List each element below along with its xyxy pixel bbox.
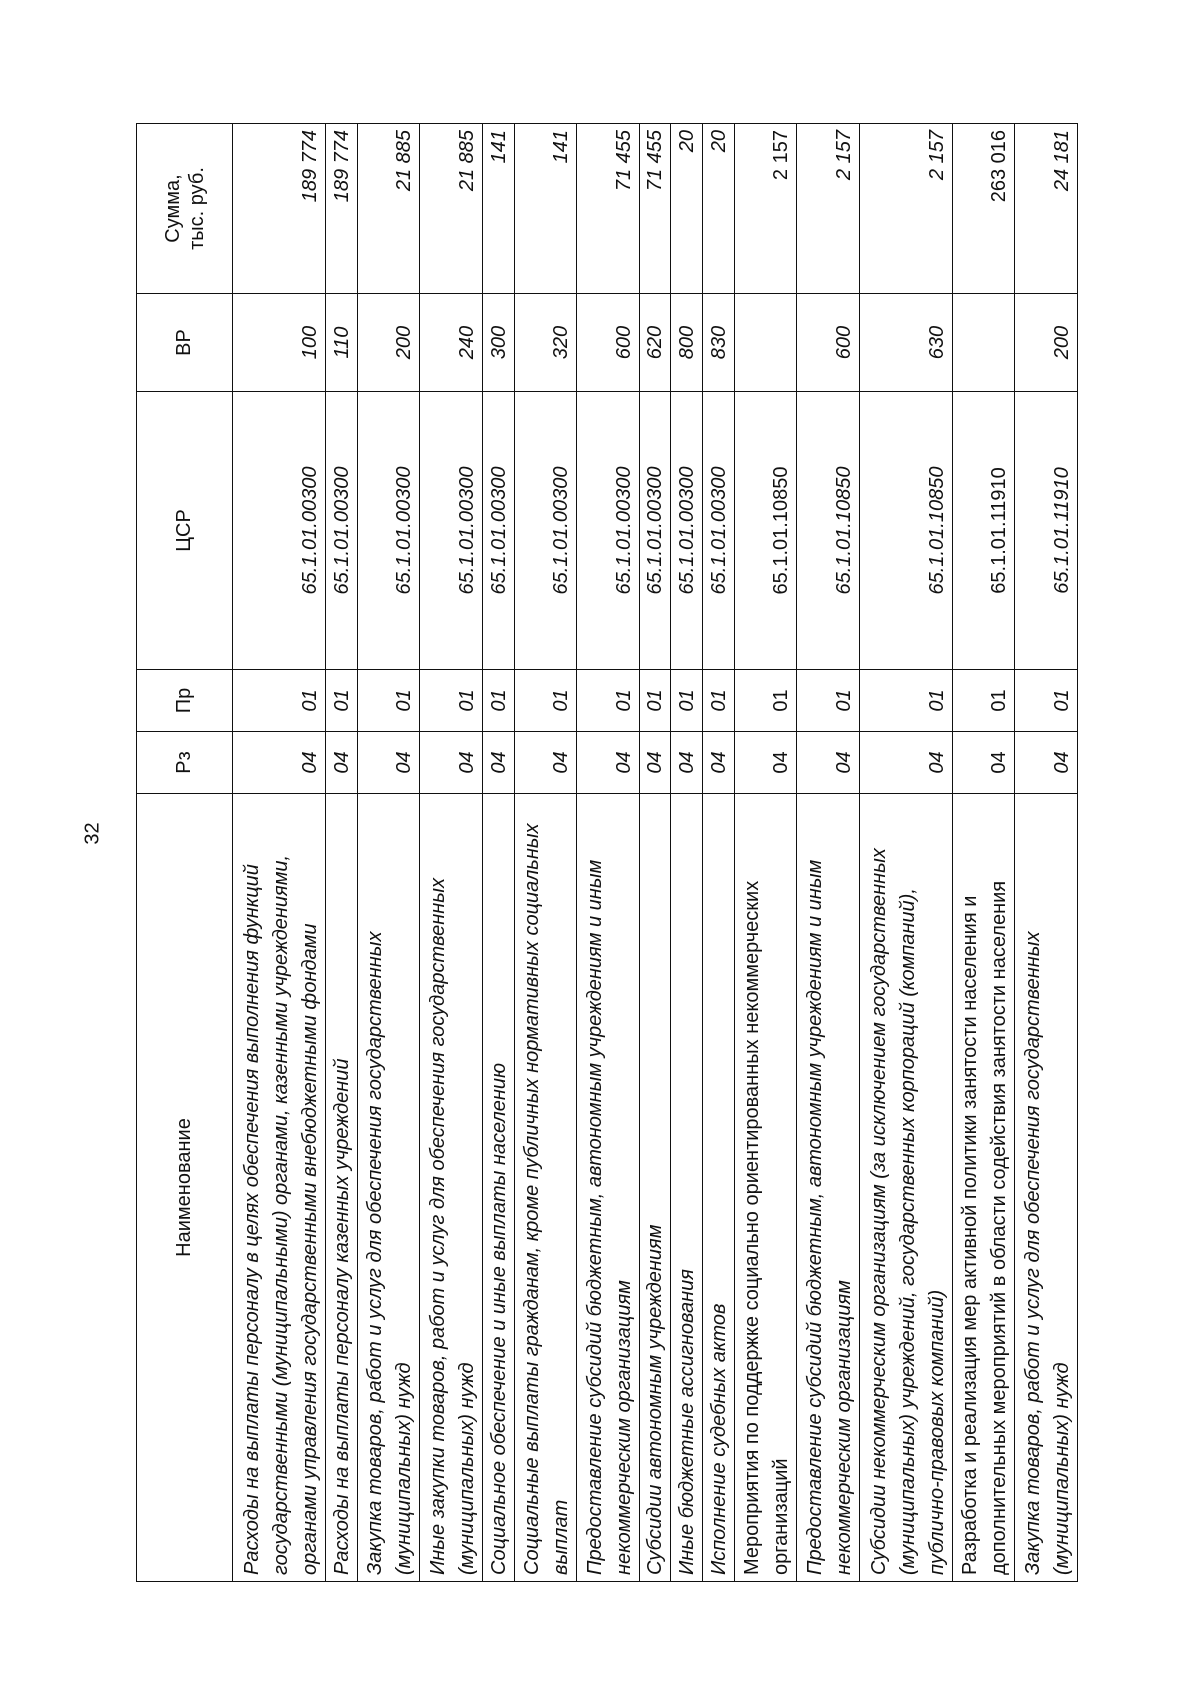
- cell-sum: 21 885: [420, 124, 482, 294]
- cell-rz: 04: [952, 732, 1014, 794]
- table-body: [233, 124, 1078, 1582]
- cell-pr: 01: [952, 670, 1014, 732]
- cell-csr: 65.1.01.00300: [233, 392, 326, 670]
- table-row: [734, 124, 796, 1582]
- cell-rz: 04: [703, 732, 735, 794]
- cell-rz: 04: [514, 732, 576, 794]
- table-row: [514, 124, 576, 1582]
- cell-name: Предоставление субсидий бюджетным, автономным учреждениям и иным некоммерческим организациям: [577, 794, 639, 1582]
- cell-vr: 600: [577, 294, 639, 392]
- cell-sum: 71 455: [639, 124, 671, 294]
- cell-name: Исполнение судебных актов: [703, 794, 735, 1582]
- cell-rz: 04: [577, 732, 639, 794]
- cell-csr: 65.1.01.10850: [797, 392, 859, 670]
- cell-sum: 141: [514, 124, 576, 294]
- cell-vr: 600: [797, 294, 859, 392]
- cell-sum: 2 157: [859, 124, 952, 294]
- cell-csr: 65.1.01.00300: [357, 392, 419, 670]
- cell-sum: 2 157: [797, 124, 859, 294]
- cell-name: Иные бюджетные ассигнования: [671, 794, 703, 1582]
- cell-rz: 04: [233, 732, 326, 794]
- table-row: [797, 124, 859, 1582]
- cell-rz: 04: [734, 732, 796, 794]
- table-header-row: [137, 124, 233, 1582]
- cell-csr: 65.1.01.00300: [482, 392, 514, 670]
- cell-csr: 65.1.01.10850: [859, 392, 952, 670]
- table-row: [233, 124, 326, 1582]
- cell-vr: 240: [420, 294, 482, 392]
- cell-sum: 24 181: [1015, 124, 1078, 294]
- budget-table: [136, 123, 1078, 1582]
- cell-pr: 01: [639, 670, 671, 732]
- cell-pr: 01: [233, 670, 326, 732]
- cell-vr: 110: [326, 294, 358, 392]
- cell-csr: 65.1.01.00300: [326, 392, 358, 670]
- cell-sum: 263 016: [952, 124, 1014, 294]
- table-row: [671, 124, 703, 1582]
- header-csr: ЦСР: [137, 392, 233, 670]
- cell-name: Субсидии автономным учреждениям: [639, 794, 671, 1582]
- cell-name: Предоставление субсидий бюджетным, автономным учреждениям и иным некоммерческим организациям: [797, 794, 859, 1582]
- cell-csr: 65.1.01.11910: [1015, 392, 1078, 670]
- cell-sum: 71 455: [577, 124, 639, 294]
- cell-rz: 04: [482, 732, 514, 794]
- cell-vr: [734, 294, 796, 392]
- cell-rz: 04: [420, 732, 482, 794]
- cell-vr: 620: [639, 294, 671, 392]
- cell-pr: 01: [420, 670, 482, 732]
- cell-vr: 100: [233, 294, 326, 392]
- table-row: [482, 124, 514, 1582]
- cell-vr: 630: [859, 294, 952, 392]
- cell-vr: 300: [482, 294, 514, 392]
- cell-vr: 800: [671, 294, 703, 392]
- cell-csr: 65.1.01.11910: [952, 392, 1014, 670]
- header-sum: [137, 124, 233, 294]
- cell-pr: 01: [734, 670, 796, 732]
- cell-vr: 830: [703, 294, 735, 392]
- header-pr: Пр: [137, 670, 233, 732]
- header-sum-line1: Сумма,: [161, 174, 184, 243]
- cell-csr: 65.1.01.00300: [671, 392, 703, 670]
- rotated-page-content: [136, 124, 1078, 1582]
- cell-pr: 01: [797, 670, 859, 732]
- cell-pr: 01: [482, 670, 514, 732]
- header-rz: Рз: [137, 732, 233, 794]
- cell-rz: 04: [1015, 732, 1078, 794]
- cell-csr: 65.1.01.00300: [577, 392, 639, 670]
- cell-rz: 04: [326, 732, 358, 794]
- cell-pr: 01: [577, 670, 639, 732]
- cell-name: Субсидии некоммерческим организациям (за исключением государственных (муниципальных) учреждений, государственных корпораций (компаний), публично-правовых компаний): [859, 794, 952, 1582]
- cell-vr: 200: [1015, 294, 1078, 392]
- cell-pr: 01: [326, 670, 358, 732]
- table-row: [859, 124, 952, 1582]
- header-name: Наименование: [137, 794, 233, 1582]
- page-number: 32: [81, 822, 104, 845]
- cell-pr: 01: [703, 670, 735, 732]
- cell-name: Иные закупки товаров, работ и услуг для обеспечения государственных (муниципальных) нужд: [420, 794, 482, 1582]
- header-vr: ВР: [137, 294, 233, 392]
- cell-csr: 65.1.01.00300: [703, 392, 735, 670]
- header-sum-line2: тыс. руб.: [185, 167, 208, 250]
- cell-name: Разработка и реализация мер активной политики занятости населения и дополнительных мероприятий в области содействия занятости населения: [952, 794, 1014, 1582]
- cell-name: Мероприятия по поддержке социально ориентированных некоммерческих организаций: [734, 794, 796, 1582]
- cell-pr: 01: [1015, 670, 1078, 732]
- cell-vr: 200: [357, 294, 419, 392]
- table-row: [1015, 124, 1078, 1582]
- cell-csr: 65.1.01.00300: [420, 392, 482, 670]
- table-row: [577, 124, 639, 1582]
- cell-pr: 01: [671, 670, 703, 732]
- cell-vr: [952, 294, 1014, 392]
- table-row: [420, 124, 482, 1582]
- table-row: [326, 124, 358, 1582]
- cell-name: Расходы на выплаты персоналу казенных учреждений: [326, 794, 358, 1582]
- cell-sum: 189 774: [233, 124, 326, 294]
- cell-name: Социальные выплаты гражданам, кроме публичных нормативных социальных выплат: [514, 794, 576, 1582]
- cell-name: Социальное обеспечение и иные выплаты населению: [482, 794, 514, 1582]
- cell-sum: 21 885: [357, 124, 419, 294]
- table-row: [703, 124, 735, 1582]
- cell-sum: 189 774: [326, 124, 358, 294]
- cell-pr: 01: [357, 670, 419, 732]
- cell-rz: 04: [357, 732, 419, 794]
- cell-sum: 2 157: [734, 124, 796, 294]
- cell-rz: 04: [639, 732, 671, 794]
- cell-rz: 04: [797, 732, 859, 794]
- cell-pr: 01: [859, 670, 952, 732]
- cell-rz: 04: [859, 732, 952, 794]
- cell-csr: 65.1.01.10850: [734, 392, 796, 670]
- cell-csr: 65.1.01.00300: [639, 392, 671, 670]
- table-row: [952, 124, 1014, 1582]
- cell-sum: 20: [703, 124, 735, 294]
- cell-vr: 320: [514, 294, 576, 392]
- cell-sum: 141: [482, 124, 514, 294]
- cell-name: Закупка товаров, работ и услуг для обеспечения государственных (муниципальных) нужд: [357, 794, 419, 1582]
- cell-name: Расходы на выплаты персоналу в целях обеспечения выполнения функций государственными (муниципальными) органами, казенными учреждениями, органами управления государственными внебюджетными фондами: [233, 794, 326, 1582]
- cell-csr: 65.1.01.00300: [514, 392, 576, 670]
- cell-name: Закупка товаров, работ и услуг для обеспечения государственных (муниципальных) нужд: [1015, 794, 1078, 1582]
- cell-rz: 04: [671, 732, 703, 794]
- cell-pr: 01: [514, 670, 576, 732]
- table-row: [639, 124, 671, 1582]
- cell-sum: 20: [671, 124, 703, 294]
- table-row: [357, 124, 419, 1582]
